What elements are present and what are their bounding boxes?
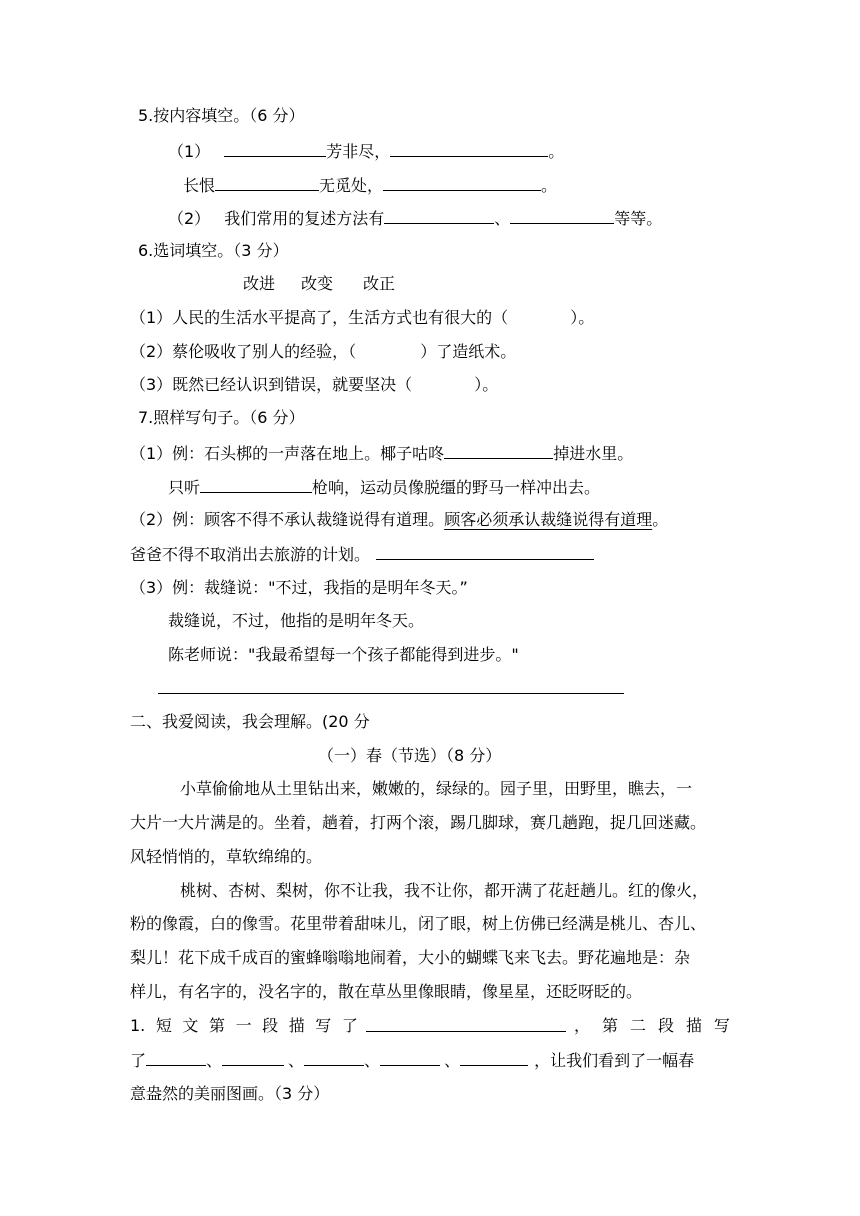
q7-e3-question: 陈老师说："我最希望每一个孩子都能得到进步。" xyxy=(168,645,519,664)
passage-p2-l2: 粉的像霞，白的像雪。花里带着甜味儿，闭了眼，树上仿佛已经满是桃儿、杏儿、 xyxy=(130,914,707,933)
q5-line3: （2） 我们常用的复述方法有 、 等等。 xyxy=(168,209,663,228)
blank-6[interactable] xyxy=(510,207,614,224)
blank-4[interactable] xyxy=(383,174,541,191)
p2-q1-line3: 意盎然的美丽图画。（3 分） xyxy=(130,1084,330,1103)
blank-7[interactable] xyxy=(444,442,553,459)
p2-q1-line2: 了 、 、 、 、 ，让我们看到了一幅春 xyxy=(130,1051,695,1070)
blank-1[interactable] xyxy=(224,140,326,157)
word-2: 改变 xyxy=(301,274,334,293)
passage-p2-l1: 桃树、杏树、梨树，你不让我，我不让你，都开满了花赶趟儿。红的像火， xyxy=(180,881,709,900)
blank-9[interactable] xyxy=(376,543,594,560)
blank-3[interactable] xyxy=(215,174,319,191)
word-choices xyxy=(243,273,395,295)
passage-p1-l3: 风轻悄悄的，草软绵绵的。 xyxy=(130,847,323,866)
q7-e2: （2）例：顾客不得不承认裁缝说得有道理。顾客必须承认裁缝说得有道理。 xyxy=(130,510,669,529)
q6-s1: （1）人民的生活水平提高了，生活方式也有很大的（ ）。 xyxy=(130,308,595,327)
passage-subtitle: （一）春（节选）（8 分） xyxy=(318,746,502,765)
blank-8[interactable] xyxy=(200,476,312,493)
passage-p2-l4: 样儿，有名字的，没名字的，散在草丛里像眼睛，像星星，还眨呀眨的。 xyxy=(130,982,643,1001)
blank-14[interactable] xyxy=(380,1049,440,1066)
q6-title: 6.选词填空。（3 分） xyxy=(138,241,289,260)
underlined-example: 顾客必须承认裁缝说得有道理 xyxy=(444,510,653,529)
q7-e2-ans: 爸爸不得不取消出去旅游的计划。 xyxy=(130,543,594,566)
q5-title: 5.按内容填空。（6 分） xyxy=(138,106,305,125)
q7-title: 7.照样写句子。（6 分） xyxy=(138,408,305,427)
p2-q1-line1: 1. 短 文 第 一 段 描 写 了 ， 第 二 段 描 写 xyxy=(130,1016,730,1035)
answer-line[interactable] xyxy=(158,673,624,694)
passage-p2-l3: 梨儿！花下成千成百的蜜蜂嗡嗡地闹着，大小的蝴蝶飞来飞去。野花遍地是：杂 xyxy=(130,948,691,967)
q7-e3-example: 裁缝说，不过，他指的是明年冬天。 xyxy=(168,611,425,630)
q6-s2: （2）蔡伦吸收了别人的经验，（ ）了造纸术。 xyxy=(130,342,517,361)
blank-13[interactable] xyxy=(304,1049,364,1066)
blank-5[interactable] xyxy=(384,207,494,224)
part2-title: 二、我爱阅读，我会理解。(20 分 xyxy=(130,712,370,731)
passage-p1-l2: 大片一大片满是的。坐着，趟着，打两个滚，踢几脚球，赛几趟跑，捉几回迷藏。 xyxy=(130,813,707,832)
blank-11[interactable] xyxy=(146,1049,206,1066)
word-3: 改正 xyxy=(363,274,396,293)
q7-e3: （3）例：裁缝说："不过，我指的是明年冬天。” xyxy=(130,578,468,597)
q7-e1-ans: 只听 枪响，运动员像脱缰的野马一样冲出去。 xyxy=(168,478,601,497)
q7-e1: （1）例：石头梆的一声落在地上。椰子咕咚 掉进水里。 xyxy=(130,444,634,463)
q5-line2: 长恨 无觅处， 。 xyxy=(183,176,558,195)
word-1: 改进 xyxy=(243,274,276,293)
q6-s3: （3）既然已经认识到错误，就要坚决（ ）。 xyxy=(130,375,499,394)
blank-15[interactable] xyxy=(460,1049,528,1066)
blank-10[interactable] xyxy=(366,1015,566,1032)
blank-2[interactable] xyxy=(390,140,548,157)
passage-p1-l1: 小草偷偷地从土里钻出来，嫩嫩的，绿绿的。园子里，田野里，瞧去，一 xyxy=(180,779,693,798)
blank-12[interactable] xyxy=(222,1049,284,1066)
q5-line1: （1） 芳非尽， 。 xyxy=(168,142,565,161)
